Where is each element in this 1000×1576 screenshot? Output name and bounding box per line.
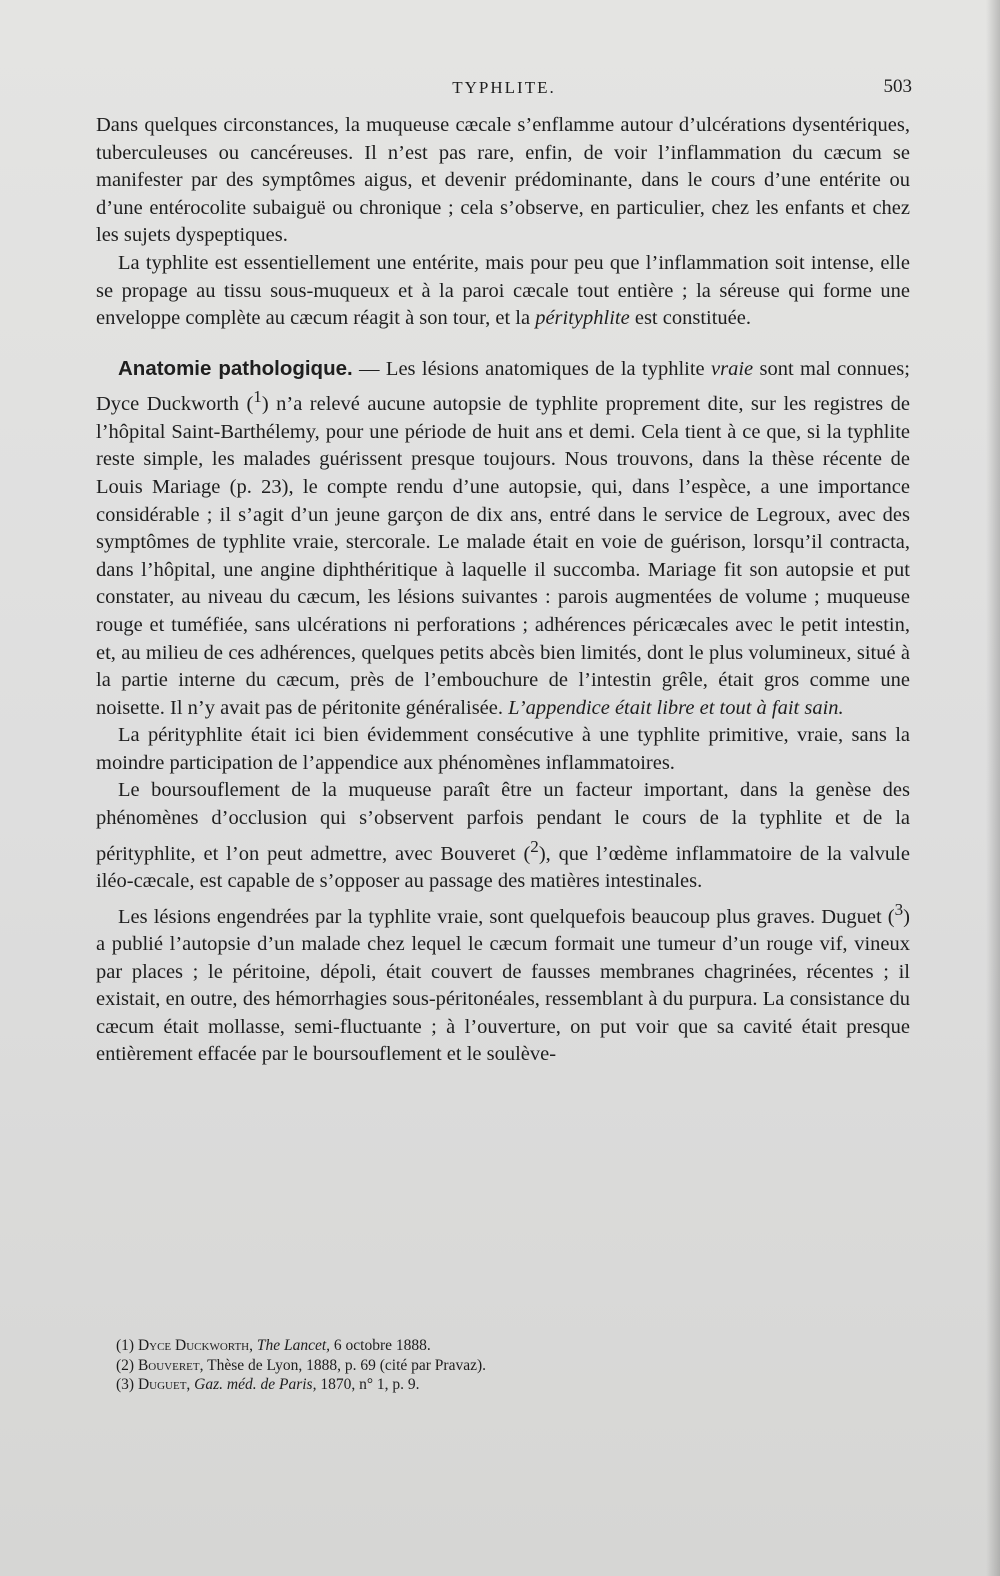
- footnote-mark: (1): [116, 1337, 135, 1354]
- footnote-3: [116, 1375, 816, 1395]
- appendice-sentence: L’appendice était libre et tout à fait sain.: [508, 696, 844, 719]
- paragraph-1: Dans quelques circonstances, la muqueuse cæcale s’enflamme autour d’ulcérations dysentériques, tuberculeuses ou cancéreuses. Il n’est pas rare, enfin, de voir l’inflammation du cæcum se manifester par des symptômes aigus, et devenir prédominante, dans le cours d’une entérite ou d’une entérocolite subaiguë ou chronique ; cela s’observe, en particulier, chez les enfants et chez les sujets dyspeptiques.: [96, 114, 910, 247]
- footnote-source: The Lancet,: [256, 1337, 331, 1354]
- paragraph-3-text-c: ) n’a relevé aucune autopsie de typhlite proprement dite, sur les registres de l’hôpital Saint-Barthélemy, pour une période de huit ans et demi. Cela tient à ce que, si la typhlite reste simple, les malades guérissent presque toujours. Nous trouvons, dans la thèse récente de Louis Mariage (p. 23), le compte rendu d’une autopsie, qui, dans l’espèce, a une importance considérable ; il s’agit d’un jeune garçon de dix ans, entré dans le service de Legroux, avec des symptômes de typhlite vraie, stercorale. Le malade était en voie de guérison, lorsqu’il contracta, dans l’hôpital, une angine diphthéritique à laquelle il succomba. Mariage fit son autopsie et put constater, au niveau du cæcum, les lésions suivantes : parois augmentées de volume ; muqueuse rouge et tuméfiée, sans ulcérations ni perforations ; adhérences péricæcales avec le petit intestin, et, au milieu de ces adhérences, quelques petits abcès bien limités, dont le plus volumineux, situé à la partie interne du cæcum, près de l’embouchure de l’intestin grêle, était gros comme une noisette. Il n’y avait pas de péritonite généralisée.: [96, 393, 910, 719]
- vraie-term: vraie: [711, 357, 754, 380]
- page-edge-shadow: [986, 0, 1000, 1576]
- paragraph-4: La pérityphlite était ici bien évidemment consécutive à une typhlite primitive, vraie, sans la moindre participation de l’appendice aux phénomènes inflammatoires.: [96, 724, 910, 774]
- paragraph-3-text-a: — Les lésions anatomiques de la typhlite: [352, 357, 711, 380]
- page-number: 503: [883, 76, 912, 97]
- running-head: [96, 78, 912, 102]
- footnote-2: [116, 1356, 816, 1376]
- footnote-author: Bouveret,: [137, 1356, 204, 1374]
- section-heading: Anatomie pathologique.: [118, 356, 353, 380]
- footnote-ref-2: 2: [530, 836, 539, 856]
- footnote-detail: 1870, n° 1, p. 9.: [316, 1376, 420, 1393]
- footnote-author: Dyce Duckworth,: [137, 1337, 253, 1354]
- footnote-ref-3: 3: [894, 899, 904, 919]
- paragraph-3-text-b: sont mal connues; Dyce Duckworth (: [96, 357, 910, 416]
- footnote-mark: (3): [116, 1376, 135, 1393]
- footnote-detail: 6 octobre 1888.: [330, 1337, 431, 1354]
- paragraph-5: [96, 777, 910, 895]
- paragraph-5-text-a: Le boursouflement de la muqueuse paraît être un facteur important, dans la genèse des phénomènes d’occlusion qui s’observent parfois pendant le cours de la typhlite et de la pérityphlite, et l’on peut admettre, avec Bouveret (: [96, 779, 910, 865]
- footnote-source: Gaz. méd. de Paris,: [194, 1376, 317, 1393]
- paragraph-2-text-b: est constituée.: [629, 307, 751, 330]
- perityphlite-term: pérityphlite: [535, 307, 630, 330]
- running-title: TYPHLITE.: [452, 78, 556, 97]
- paragraph-6: [96, 896, 910, 1069]
- paragraph-6-text-a: Les lésions engendrées par la typhlite vraie, sont quelquefois beaucoup plus graves. Duguet (: [118, 905, 895, 928]
- body-text: [96, 112, 910, 1069]
- paragraph-2-text-a: La typhlite est essentiellement une entérite, mais pour peu que l’inflammation soit intense, elle se propage au tissu sous-muqueux et à la paroi cæcale tout entière ; la séreuse qui forme une enveloppe complète au cæcum réagit à son tour, et la: [96, 251, 910, 330]
- paragraph-6-text-b: ) a publié l’autopsie d’un malade chez lequel le cæcum formait une tumeur d’un rouge vif, vineux par places ; le péritoine, dépoli, était couvert de fausses membranes chagrinées, récentes ; il existait, en outre, des hémorrhagies sous-péritonéales, ressemblant à du purpura. La consistance du cæcum était mollasse, semi-fluctuante ; à l’ouverture, on put voir que sa cavité était presque entièrement effacée par le boursouflement et le soulève-: [96, 905, 910, 1066]
- footnote-author: Duguet,: [137, 1376, 191, 1393]
- footnote-1: [116, 1336, 816, 1356]
- footnote-detail: Thèse de Lyon, 1888, p. 69 (cité par Pravaz).: [203, 1356, 487, 1374]
- footnote-ref-1: 1: [253, 387, 262, 407]
- footnote-mark: (2): [116, 1356, 135, 1374]
- footnotes: [116, 1336, 816, 1395]
- paragraph-2: [96, 250, 910, 333]
- paragraph-anatomie: [96, 355, 910, 723]
- paragraph-5-text-b: ), que l’œdème inflammatoire de la valvule iléo-cæcale, est capable de s’opposer au passage des matières intestinales.: [96, 842, 910, 893]
